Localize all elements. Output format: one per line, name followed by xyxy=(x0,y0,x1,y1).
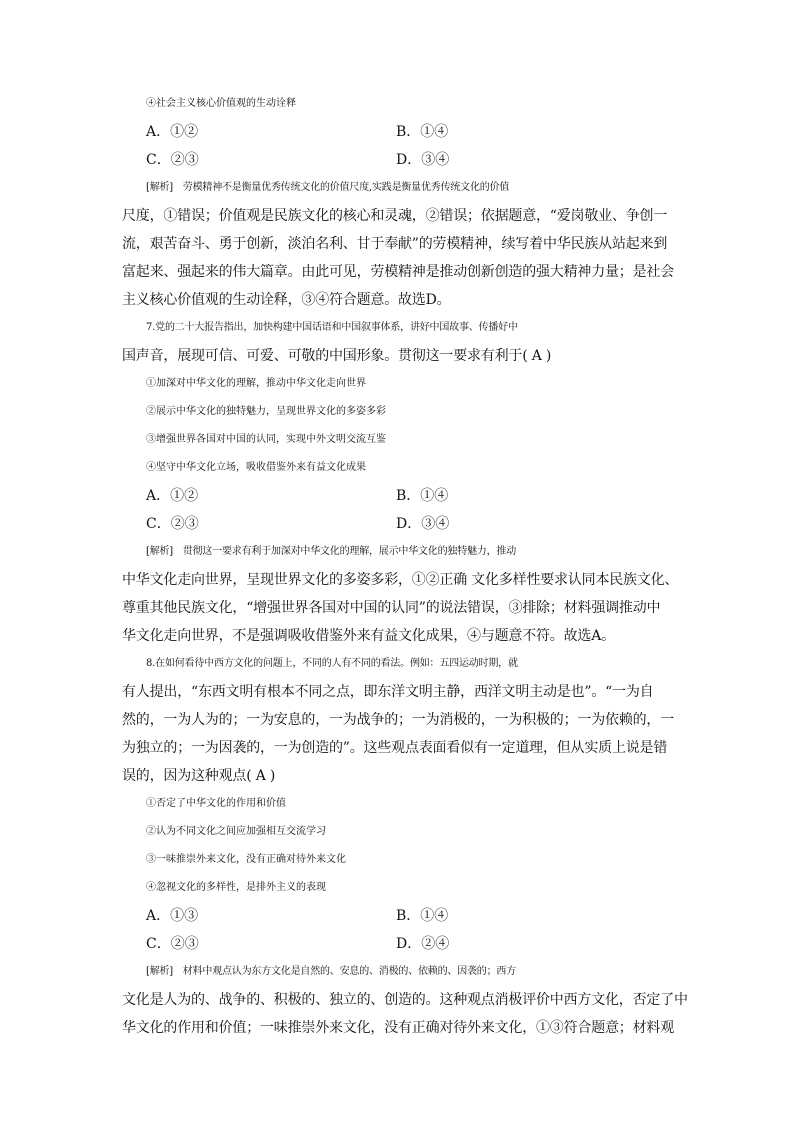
q6-option-d: D．③④ xyxy=(396,152,450,168)
q8-item-3: ③一味推崇外来文化，没有正确对待外来文化 xyxy=(146,854,346,865)
q7-stem-line: 7.党的二十大报告指出，加快构建中国话语和中国叙事体系，讲好中国故事、传播好中 xyxy=(146,322,518,333)
q8-stem-line: 误的，因为这种观点( A ) xyxy=(122,768,276,784)
q7-analysis-line: [解析] 贯彻这一要求有利于加深对中华文化的理解，展示中华文化的独特魅力，推动 xyxy=(146,546,517,557)
q7-stem-line: 国声音，展现可信、可爱、可敬的中国形象。贯彻这一要求有利于( A ) xyxy=(122,348,552,364)
q8-option-b: B．①④ xyxy=(396,908,449,924)
q7-option-d: D．③④ xyxy=(396,516,450,532)
q6-option-b: B．①④ xyxy=(396,124,449,140)
q7-option-a: A．①② xyxy=(146,488,199,504)
q8-option-c: C．②③ xyxy=(146,936,199,952)
q6-analysis-line: 主义核心价值观的生动诠释，③④符合题意。故选D。 xyxy=(122,292,451,308)
q6-item-4: ④社会主义核心价值观的生动诠释 xyxy=(146,98,296,109)
q6-analysis-line: 流，艰苦奋斗、勇于创新，淡泊名利、甘于奉献”的劳模精神，续写着中华民族从站起来到 xyxy=(122,236,668,252)
q8-analysis-line: [解析] 材料中观点认为东方文化是自然的、安息的、消极的、依赖的、因袭的；西方 xyxy=(146,966,517,977)
q8-analysis-line: 文化是人为的、战争的、积极的、独立的、创造的。这种观点消极评价中西方文化，否定了中 xyxy=(122,992,688,1008)
q8-option-d: D．②④ xyxy=(396,936,450,952)
q6-analysis-line: 富起来、强起来的伟大篇章。由此可见，劳模精神是推动创新创造的强大精神力量；是社会 xyxy=(122,264,674,280)
q7-option-b: B．①④ xyxy=(396,488,449,504)
q8-stem-line: 8.在如何看待中西方文化的问题上，不同的人有不同的看法。例如：五四运动时期，就 xyxy=(146,658,518,669)
q8-item-1: ①否定了中华文化的作用和价值 xyxy=(146,798,286,809)
q8-stem-line: 然的，一为人为的；一为安息的，一为战争的；一为消极的，一为积极的；一为依赖的，一 xyxy=(122,712,674,728)
q7-analysis-line: 尊重其他民族文化，“增强世界各国对中国的认同”的说法错误，③排除；材料强调推动中 xyxy=(122,600,661,616)
q8-stem-line: 为独立的；一为因袭的，一为创造的”。这些观点表面看似有一定道理，但从实质上说是错 xyxy=(122,740,668,756)
q7-analysis-line: 中华文化走向世界，呈现世界文化的多姿多彩，①②正确 文化多样性要求认同本民族文化、 xyxy=(122,572,679,588)
q6-analysis-line: [解析] 劳模精神不是衡量优秀传统文化的价值尺度,实践是衡量优秀传统文化的价值 xyxy=(146,182,510,193)
q6-analysis-line: 尺度，①错误；价值观是民族文化的核心和灵魂，②错误；依据题意，“爱岗敬业、争创一 xyxy=(122,208,668,224)
q7-item-4: ④坚守中华文化立场，吸收借鉴外来有益文化成果 xyxy=(146,462,366,473)
q7-option-c: C．②③ xyxy=(146,516,199,532)
q8-item-4: ④忽视文化的多样性，是排外主义的表现 xyxy=(146,882,326,893)
q8-stem-line: 有人提出，“东西文明有根本不同之点，即东洋文明主静，西洋文明主动是也”。“一为自 xyxy=(122,684,654,700)
q8-item-2: ②认为不同文化之间应加强相互交流学习 xyxy=(146,826,326,837)
q8-option-a: A．①③ xyxy=(146,908,199,924)
q7-item-2: ②展示中华文化的独特魅力，呈现世界文化的多姿多彩 xyxy=(146,406,386,417)
q6-option-c: C．②③ xyxy=(146,152,199,168)
q7-item-1: ①加深对中华文化的理解，推动中华文化走向世界 xyxy=(146,378,366,389)
q8-analysis-line: 华文化的作用和价值；一味推崇外来文化，没有正确对待外来文化，①③符合题意；材料观 xyxy=(122,1020,674,1036)
q7-analysis-line: 华文化走向世界，不是强调吸收借鉴外来有益文化成果，④与题意不符。故选A。 xyxy=(122,628,615,644)
q7-item-3: ③增强世界各国对中国的认同，实现中外文明交流互鉴 xyxy=(146,434,386,445)
q6-option-a: A．①② xyxy=(146,124,199,140)
